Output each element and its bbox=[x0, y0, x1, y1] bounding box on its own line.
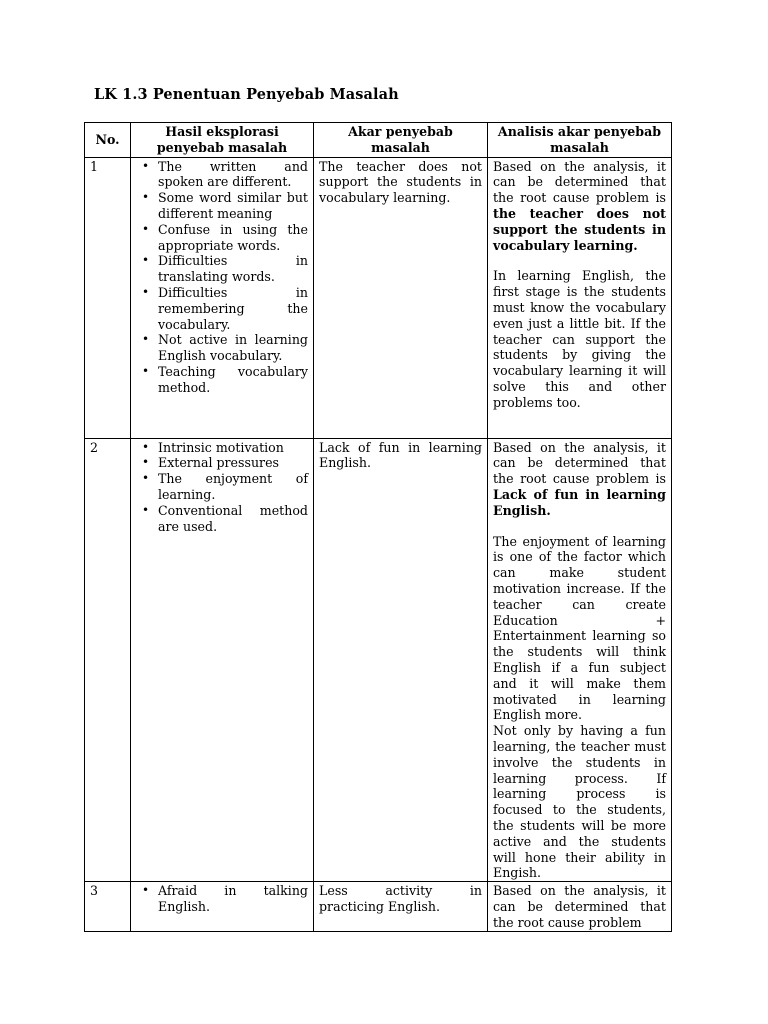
analysis-cell bbox=[488, 438, 672, 882]
page-title: LK 1.3 Penentuan Penyebab Masalah bbox=[94, 86, 399, 103]
row-number: 1 bbox=[85, 157, 131, 438]
list-item: • External pressures bbox=[158, 455, 308, 471]
list-item: • Conventional method are used. bbox=[158, 503, 308, 535]
causes-cell bbox=[131, 438, 314, 882]
problem-cause-table bbox=[84, 122, 672, 932]
causes-cell bbox=[131, 882, 314, 931]
analysis-root-cause: the teacher does not support the students in vocabulary learning. bbox=[493, 205, 666, 253]
table-header-row bbox=[85, 123, 672, 158]
causes-list bbox=[136, 159, 308, 396]
list-item: • The written and spoken are different. bbox=[158, 159, 308, 191]
list-item: • Teaching vocabulary method. bbox=[158, 364, 308, 396]
analysis-paragraph: The enjoyment of learning is one of the factor which can make student motivation increase. If the teacher can create Education + Entertainment learning so the students will think English if a fun subject and it will make them motivated in learning English more. bbox=[493, 533, 666, 723]
table-row bbox=[85, 882, 672, 931]
list-item: • Intrinsic motivation bbox=[158, 440, 308, 456]
list-item: • Difficulties in translating words. bbox=[158, 253, 308, 285]
analysis-paragraph: In learning English, the first stage is the students must know the vocabulary even just a little bit. If the teacher can support the students by giving the vocabulary learning it will solve this and other problems too. bbox=[493, 268, 666, 410]
root-cause-cell: Less activity in practicing English. bbox=[314, 882, 488, 931]
analysis-summary: Based on the analysis, it can be determined that the root cause problem bbox=[493, 883, 666, 930]
header-no: No. bbox=[85, 123, 131, 158]
causes-cell bbox=[131, 157, 314, 438]
analysis-intro: Based on the analysis, it can be determined that the root cause problem is bbox=[493, 158, 666, 206]
analysis-cell bbox=[488, 157, 672, 438]
list-item: • Afraid in talking English. bbox=[158, 883, 308, 915]
row-number: 2 bbox=[85, 438, 131, 882]
root-cause-cell: The teacher does not support the students in vocabulary learning. bbox=[314, 157, 488, 438]
causes-list bbox=[136, 883, 308, 915]
table-row bbox=[85, 157, 672, 438]
list-item: • Difficulties in remembering the vocabulary. bbox=[158, 285, 308, 332]
analysis-root-cause: Lack of fun in learning English. bbox=[493, 486, 666, 518]
causes-list bbox=[136, 440, 308, 535]
analysis-paragraph: Not only by having a fun learning, the teacher must involve the students in learning process. If learning process is focused to the students, the students will be more active and the students will hone their ability in Engish. bbox=[493, 723, 666, 881]
analysis-cell bbox=[488, 882, 672, 931]
row-number: 3 bbox=[85, 882, 131, 931]
analysis-summary bbox=[493, 159, 666, 254]
analysis-intro: Based on the analysis, it can be determined that the root cause problem is bbox=[493, 439, 666, 487]
list-item: • Not active in learning English vocabulary. bbox=[158, 332, 308, 364]
list-item: • The enjoyment of learning. bbox=[158, 471, 308, 503]
header-analysis: Analisis akar penyebab masalah bbox=[488, 123, 672, 158]
list-item: • Some word similar but different meaning bbox=[158, 190, 308, 222]
header-exploration: Hasil eksplorasi penyebab masalah bbox=[131, 123, 314, 158]
analysis-summary bbox=[493, 440, 666, 519]
list-item: • Confuse in using the appropriate words. bbox=[158, 222, 308, 254]
root-cause-cell: Lack of fun in learning English. bbox=[314, 438, 488, 882]
header-root-cause: Akar penyebab masalah bbox=[314, 123, 488, 158]
table-row bbox=[85, 438, 672, 882]
